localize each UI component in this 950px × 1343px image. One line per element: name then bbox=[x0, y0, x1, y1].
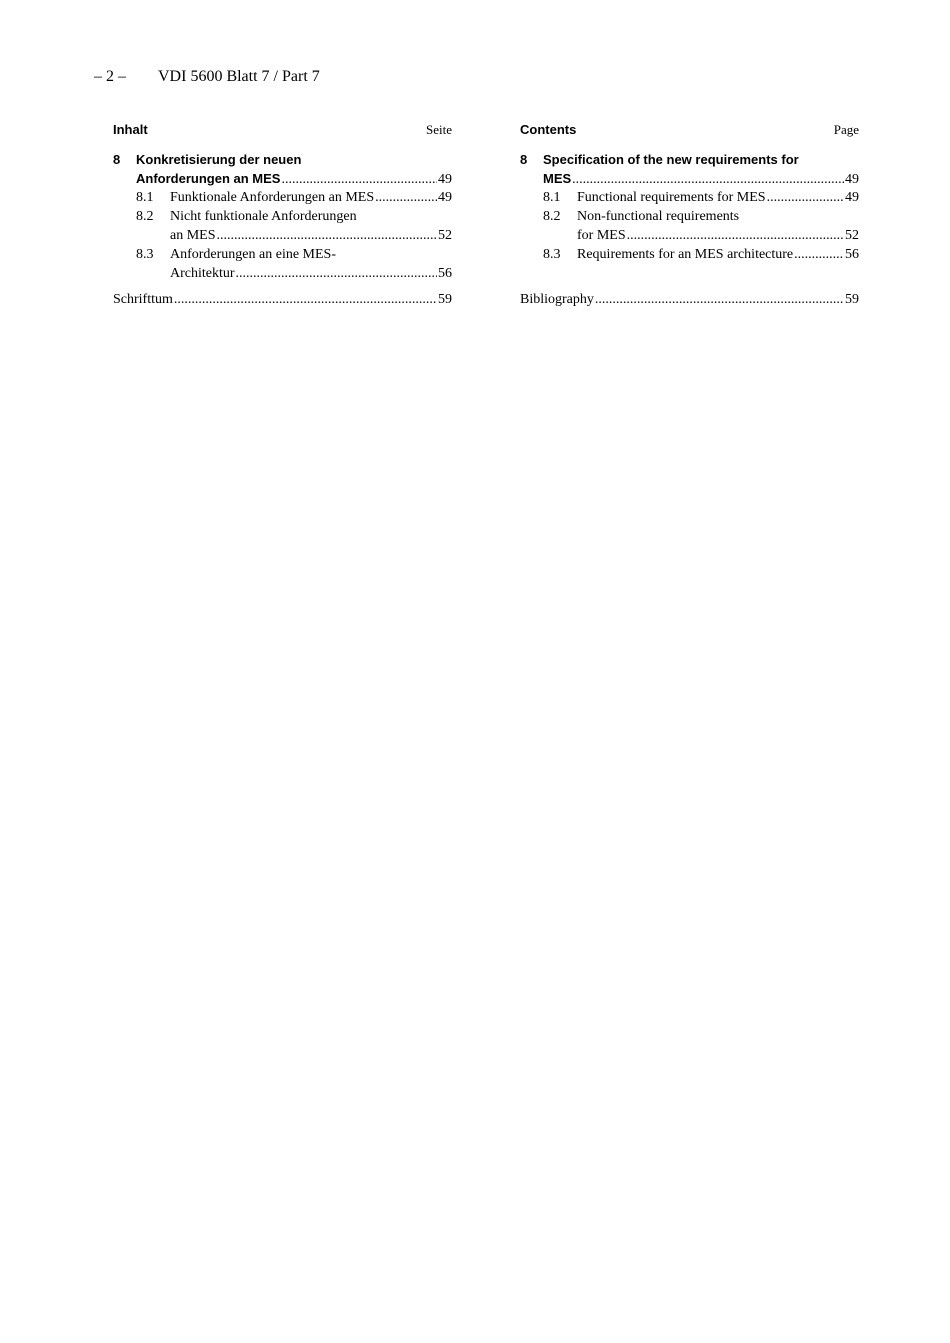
entry-text: an MES bbox=[170, 228, 216, 243]
toc-entry-8-3[interactable] bbox=[113, 245, 452, 264]
toc-entry-8-2[interactable] bbox=[520, 207, 859, 226]
toc-title: Inhalt bbox=[113, 122, 148, 137]
entry-text: Funktionale Anforderungen an MES bbox=[170, 190, 375, 205]
toc-entry-bibliography[interactable] bbox=[520, 290, 859, 309]
page-ref: 52 bbox=[845, 228, 859, 243]
toc-entry-8[interactable] bbox=[520, 150, 859, 169]
page-ref: 49 bbox=[845, 190, 859, 205]
page-ref: 49 bbox=[438, 190, 452, 205]
page-ref: 59 bbox=[845, 292, 859, 307]
entry-text: Schrifttum bbox=[113, 292, 173, 307]
page-ref: 56 bbox=[438, 266, 452, 281]
page-ref: 52 bbox=[438, 228, 452, 243]
entry-text: for MES bbox=[577, 228, 626, 243]
page-ref: 59 bbox=[438, 292, 452, 307]
page-ref: 56 bbox=[845, 247, 859, 262]
document-title: VDI 5600 Blatt 7 / Part 7 bbox=[158, 68, 320, 85]
toc-entry-8-2-cont[interactable] bbox=[520, 226, 859, 245]
toc-header bbox=[520, 122, 859, 144]
section-number: 8.1 bbox=[543, 190, 561, 205]
page-column-label: Seite bbox=[426, 122, 452, 137]
entry-text: Architektur bbox=[170, 266, 235, 281]
toc-entry-8-cont[interactable] bbox=[520, 169, 859, 188]
toc-entry-8-2-cont[interactable] bbox=[113, 226, 452, 245]
page-ref: 49 bbox=[438, 172, 452, 187]
toc-entry-8-cont[interactable] bbox=[113, 169, 452, 188]
entry-text: Anforderungen an eine MES- bbox=[170, 247, 337, 262]
toc-entry-8[interactable] bbox=[113, 150, 452, 169]
entry-text: Anforderungen an MES bbox=[136, 171, 281, 186]
section-number: 8.2 bbox=[543, 209, 561, 224]
entry-text: Requirements for an MES architecture bbox=[577, 247, 794, 262]
entry-text: Nicht funktionale Anforderungen bbox=[170, 209, 357, 224]
toc-header bbox=[113, 122, 452, 144]
page-header bbox=[94, 68, 320, 86]
section-number: 8 bbox=[520, 152, 528, 167]
entry-text: MES bbox=[543, 171, 572, 186]
section-number: 8.1 bbox=[136, 190, 154, 205]
toc-entry-8-3[interactable] bbox=[520, 245, 859, 264]
toc-title: Contents bbox=[520, 122, 577, 137]
entry-text: Specification of the new requirements for bbox=[543, 152, 799, 167]
toc-entry-8-1[interactable] bbox=[113, 188, 452, 207]
toc-english bbox=[520, 122, 859, 309]
entry-text: Bibliography bbox=[520, 292, 594, 307]
toc-entry-8-1[interactable] bbox=[520, 188, 859, 207]
toc-german bbox=[113, 122, 452, 309]
entry-text: Functional requirements for MES bbox=[577, 190, 766, 205]
section-number: 8.3 bbox=[543, 247, 561, 262]
page-ref: 49 bbox=[845, 172, 859, 187]
section-number: 8.2 bbox=[136, 209, 154, 224]
section-number: 8 bbox=[113, 152, 121, 167]
page-column-label: Page bbox=[833, 122, 859, 137]
entry-text: Konkretisierung der neuen bbox=[136, 152, 302, 167]
toc-entry-8-2[interactable] bbox=[113, 207, 452, 226]
page-number: – 2 – bbox=[94, 68, 126, 85]
section-number: 8.3 bbox=[136, 247, 154, 262]
toc-entry-bibliography[interactable] bbox=[113, 290, 452, 309]
entry-text: Non-functional requirements bbox=[577, 209, 740, 224]
toc-entry-8-3-cont[interactable] bbox=[113, 264, 452, 283]
